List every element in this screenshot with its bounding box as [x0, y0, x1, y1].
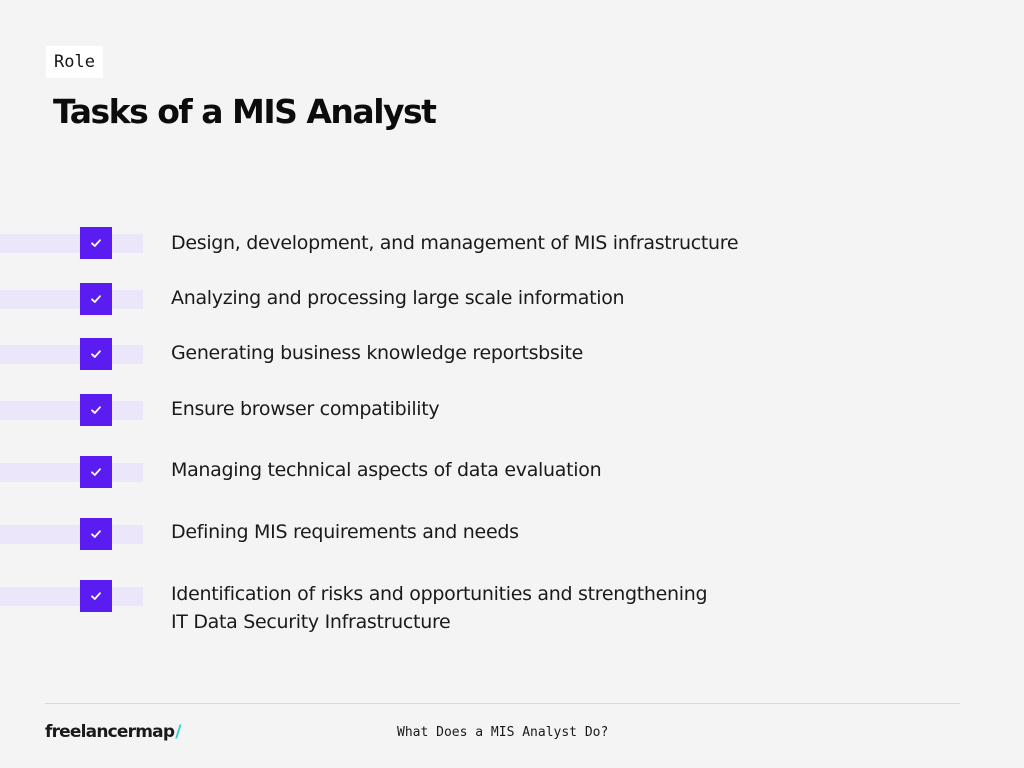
task-text: Analyzing and processing large scale information	[171, 287, 625, 309]
footer-divider	[45, 703, 960, 704]
footer-caption: What Does a MIS Analyst Do?	[397, 725, 609, 740]
task-text: Managing technical aspects of data evaluation	[171, 459, 602, 481]
brand-logo[interactable]	[45, 722, 181, 742]
brand-slash: /	[175, 722, 181, 742]
check-icon	[80, 338, 112, 370]
task-text: Identification of risks and opportunities and strengthening IT Data Security Infrastructure	[171, 583, 708, 633]
task-bar	[0, 587, 143, 606]
task-bar	[0, 290, 143, 309]
task-text: Ensure browser compatibility	[171, 398, 440, 420]
check-icon	[80, 283, 112, 315]
check-icon	[80, 580, 112, 612]
role-tag: Role	[46, 46, 103, 78]
task-bar	[0, 234, 143, 253]
task-text: Design, development, and management of MIS infrastructure	[171, 232, 739, 254]
check-icon	[80, 394, 112, 426]
brand-name: freelancermap	[45, 722, 175, 742]
page-title: Tasks of a MIS Analyst	[53, 92, 436, 131]
check-icon	[80, 227, 112, 259]
task-bar	[0, 525, 143, 544]
task-text: Defining MIS requirements and needs	[171, 521, 519, 543]
task-bar	[0, 401, 143, 420]
check-icon	[80, 456, 112, 488]
check-icon	[80, 518, 112, 550]
task-text: Generating business knowledge reportsbsite	[171, 342, 584, 364]
task-bar	[0, 463, 143, 482]
task-bar	[0, 345, 143, 364]
